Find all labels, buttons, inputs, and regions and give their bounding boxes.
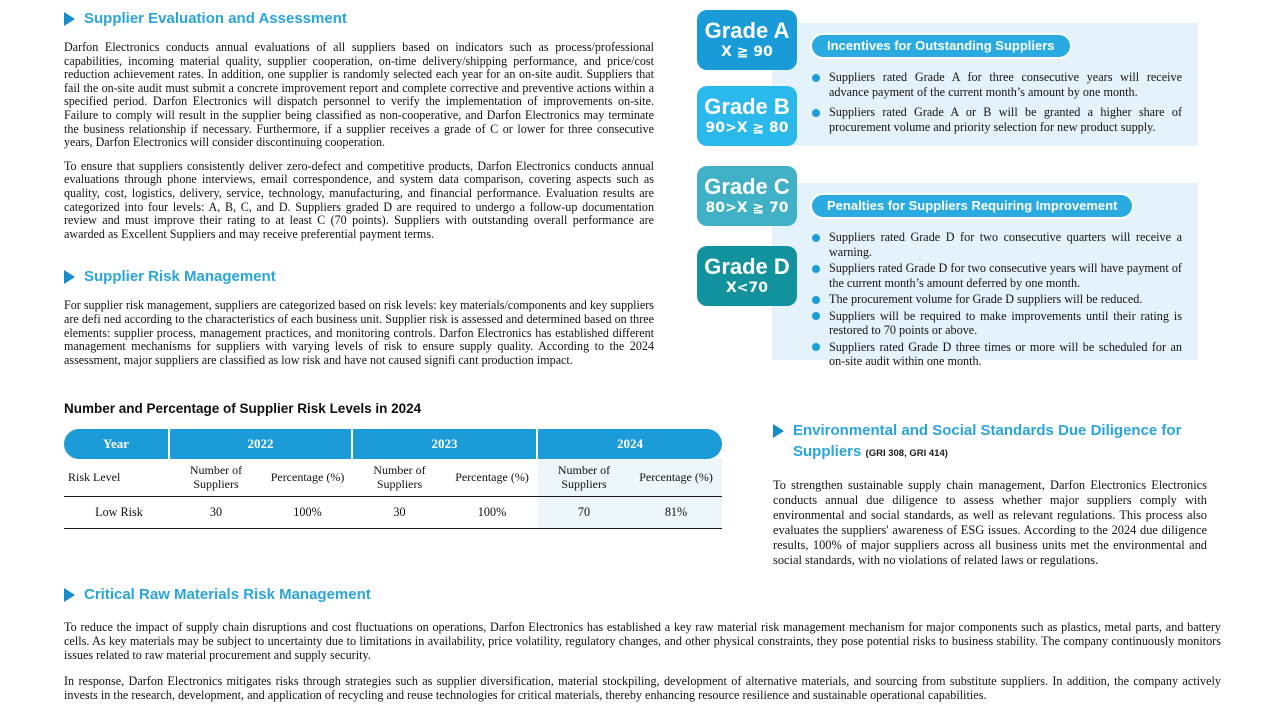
table-subheader-row (64, 459, 722, 497)
section-title: Supplier Risk Management (84, 268, 276, 286)
grade-label: Grade D (704, 254, 790, 279)
list-item: Suppliers rated Grade D three times or more will be scheduled for an on-site audit within one month. (812, 340, 1182, 369)
cell-percentage-2023: 100% (477, 505, 507, 520)
subheader-risk-level: Risk Level (68, 470, 121, 485)
list-item: Suppliers will be required to make improvements until their rating is restored to 70 points or above. (812, 309, 1182, 338)
grade-range: 90>X ≧ 80 (705, 120, 789, 136)
grade-range: X<70 (725, 280, 768, 296)
section-arrow-icon (64, 270, 75, 284)
subheader-percentage-2024: Percentage (%) (630, 459, 722, 496)
grade-a-badge (697, 10, 797, 70)
subheader-percentage-2023: Percentage (%) (455, 470, 529, 485)
critical-raw-materials-section (64, 586, 1221, 713)
table-header-2024: 2024 (538, 429, 722, 459)
section-arrow-icon (64, 12, 75, 26)
list-item: Suppliers rated Grade D for two consecutive years will have payment of the current month’s amount deferred by one month. (812, 261, 1182, 290)
grade-label: Grade C (704, 174, 790, 199)
section-heading-environmental (773, 420, 1207, 464)
risk-table (64, 429, 722, 529)
grade-b-badge (697, 86, 797, 146)
incentives-panel (772, 23, 1198, 146)
subheader-number-2022: Number of Suppliers (189, 463, 243, 491)
section-title: Supplier Evaluation and Assessment (84, 10, 347, 27)
list-item: The procurement volume for Grade D suppliers will be reduced. (812, 292, 1182, 307)
paragraph-supplier-evaluation-1: Darfon Electronics conducts annual evaluations of all suppliers based on indicators such as process/professional capabilities, incoming material quality, supplier cooperation, on-time delivery/shipping performance, and price/cost reduction achievement rates. In addition, one supplier is randomly selected each year for an on-site audit. Suppliers that fail the on-site audit must submit a concrete improvement report and complete corrective and preventive actions within a specified period. Darfon Electronics will dispatch personnel to verify the implementation of improvements on-site. Failure to comply will result in the supplier being classified as non-cooperative, and Darfon Electronics may terminate the business relationship if necessary. Furthermore, if a supplier receives a grade of C or lower for three consecutive years, Darfon Electronics will consider discontinuing cooperation. (64, 40, 654, 150)
cell-number-2022: 30 (209, 505, 223, 520)
subheader-percentage-2022: Percentage (%) (270, 470, 345, 485)
table-row (64, 497, 722, 529)
subheader-number-2024: Number of Suppliers (538, 459, 630, 496)
section-arrow-icon (64, 588, 75, 602)
section-heading-supplier-evaluation (64, 10, 654, 27)
grade-range: 80>X ≧ 70 (705, 200, 789, 216)
grade-c-badge (697, 166, 797, 226)
paragraph-supplier-evaluation-2: To ensure that suppliers consistently deliver zero-defect and competitive products, Darfon Electronics conducts annual evaluations through phone interviews, email correspondence, and system data comparison, covering aspects such as quality, cost, logistics, delivery, service, technology, manufacturing, and financial performance. Evaluation results are categorized into four levels: A, B, C, and D. Suppliers graded D are required to undergo a follow-up documentation review and must improve their rating to at least C (70 points). Suppliers with outstanding overall performance are awarded as Excellent Suppliers and may receive preferential payment terms. (64, 158, 654, 241)
table-title: Number and Percentage of Supplier Risk Levels in 2024 (64, 401, 422, 417)
subheader-number-2023: Number of Suppliers (373, 463, 426, 491)
list-item: Suppliers rated Grade D for two consecutive quarters will receive a warning. (812, 230, 1182, 259)
section-heading-supplier-risk (64, 268, 654, 285)
paragraph-critical-raw-1: To reduce the impact of supply chain disruptions and cost fluctuations on operations, Darfon Electronics has established a key raw material risk management mechanism for major components such as plastics, metal parts, and battery cells. As key materials may be subject to uncertainty due to limitations in availability, price volatility, regulatory changes, and other physical constraints, they pose potential risks to business stability. The company continuously monitors issues related to raw material procurement and supply security. (64, 620, 1221, 663)
cell-risk-level: Low Risk (95, 505, 143, 520)
left-column (64, 10, 713, 529)
grade-label: Grade A (704, 18, 790, 43)
section-title: Critical Raw Materials Risk Management (84, 586, 371, 603)
cell-number-2024: 70 (538, 497, 630, 528)
penalties-list (772, 230, 1198, 369)
table-header-2022: 2022 (170, 429, 353, 459)
grade-label: Grade B (704, 94, 790, 119)
section-arrow-icon (773, 424, 784, 438)
environmental-section (773, 420, 1207, 567)
paragraph-critical-raw-2: In response, Darfon Electronics mitigates risks through strategies such as supplier diversification, material stockpiling, development of alternative materials, and sourcing from substitute suppliers. In addition, the company actively invests in the research, development, and application of recycling and reuse technologies for critical materials, thereby enhancing resource resilience and sustainable operational capabilities. (64, 673, 1221, 702)
section-heading-critical-raw-materials (64, 586, 1221, 603)
table-year-header-row (64, 429, 722, 459)
list-item: Suppliers rated Grade A for three consecutive years will receive advance payment of the current month’s amount by one month. (812, 70, 1182, 99)
cell-percentage-2024: 81% (630, 497, 722, 528)
paragraph-supplier-risk: For supplier risk management, suppliers are categorized based on risk levels: key materials/components and key suppliers are defi ned according to the characteristics of each business unit. Supplier risk is assessed and determined based on three elements: supplier process, management practices, and monitoring controls. Darfon Electronics has established different management mechanisms for suppliers with varying levels of risk to ensure supply quality. According to the 2024 assessment, major suppliers are classified as low risk and have not caused signifi cant production impact. (64, 298, 654, 367)
paragraph-environmental: To strengthen sustainable supply chain management, Darfon Electronics Electronics conducts annual due diligence to assess whether major suppliers comply with environmental and social standards, as well as relevant regulations. This process also evaluates the suppliers' awareness of ESG issues. According to the 2024 due diligence results, 100% of major suppliers across all business units met the environmental and social standards, with no violations of related laws or regulations. (773, 478, 1207, 567)
incentives-title-pill: Incentives for Outstanding Suppliers (810, 33, 1072, 59)
gri-reference: (GRI 308, GRI 414) (865, 448, 948, 459)
environmental-heading-text: Environmental and Social Standards Due Diligence for Suppliers (793, 422, 1182, 460)
list-item: Suppliers rated Grade A or B will be granted a higher share of procurement volume and priority selection for new product supply. (812, 105, 1182, 134)
table-header-2023: 2023 (353, 429, 538, 459)
grade-d-badge (697, 246, 797, 306)
incentives-list (772, 70, 1198, 134)
penalties-panel (772, 183, 1198, 368)
penalties-title-pill: Penalties for Suppliers Requiring Improvement (810, 193, 1134, 219)
section-title (793, 420, 1197, 464)
cell-number-2023: 30 (393, 505, 406, 520)
cell-percentage-2022: 100% (293, 505, 322, 520)
table-header-year: Year (64, 429, 170, 459)
grade-range: X ≧ 90 (721, 44, 773, 60)
